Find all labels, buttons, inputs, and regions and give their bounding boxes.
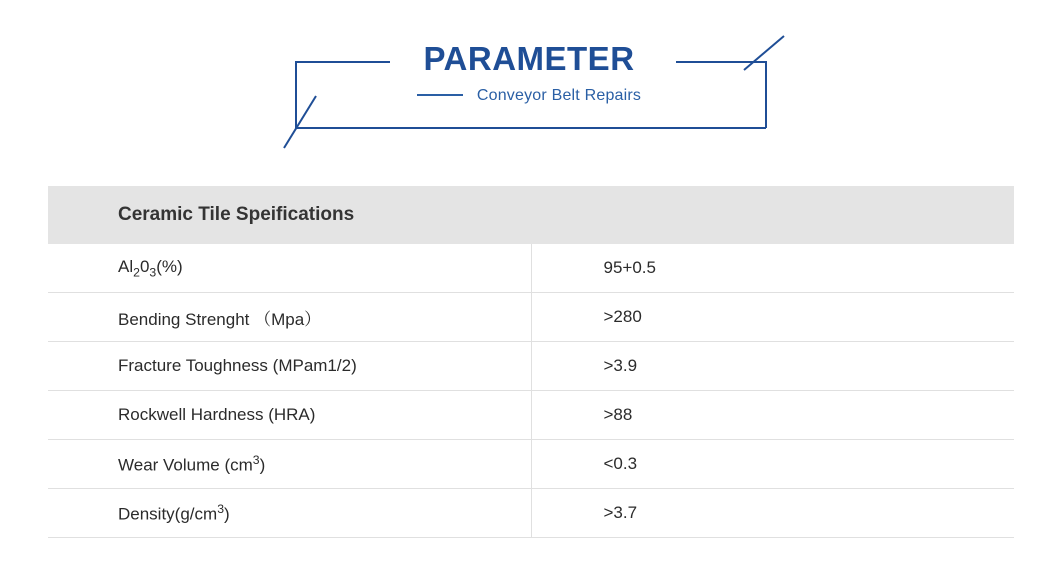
table-row (48, 244, 1014, 293)
specifications-table-wrapper (48, 186, 1014, 538)
specifications-table (48, 186, 1014, 538)
table-body (48, 186, 1014, 538)
table-cell-parameter: Rockwell Hardness (HRA) (48, 391, 531, 440)
header-decorative-frame (0, 0, 1058, 170)
table-cell-value: 95+0.5 (531, 244, 1014, 293)
table-row (48, 440, 1014, 489)
table-section-header-row (48, 186, 1014, 244)
table-cell-value: >88 (531, 391, 1014, 440)
table-row (48, 342, 1014, 391)
page-subtitle-group (0, 87, 1058, 105)
table-row (48, 293, 1014, 342)
table-row (48, 391, 1014, 440)
table-cell-parameter: Fracture Toughness (MPam1/2) (48, 342, 531, 391)
page-subtitle: Conveyor Belt Repairs (476, 87, 642, 104)
table-cell-value: <0.3 (531, 440, 1014, 489)
table-cell-parameter: $Density(g/cm^3)$ (48, 489, 531, 538)
subtitle-rule-icon (417, 94, 463, 96)
page-header (0, 0, 1058, 170)
table-cell-parameter: $Al_20_3(\%)$ (48, 244, 531, 293)
table-cell-value: >3.9 (531, 342, 1014, 391)
table-cell-value: >3.7 (531, 489, 1014, 538)
table-cell-parameter: Wear Volume $(cm^3)$ (48, 440, 531, 489)
table-row (48, 489, 1014, 538)
table-cell-value: >280 (531, 293, 1014, 342)
table-cell-parameter: Bending Strenght （Mpa） (48, 293, 531, 342)
page-title: PARAMETER (423, 40, 635, 77)
table-section-title: Ceramic Tile Speifications (48, 186, 1014, 244)
